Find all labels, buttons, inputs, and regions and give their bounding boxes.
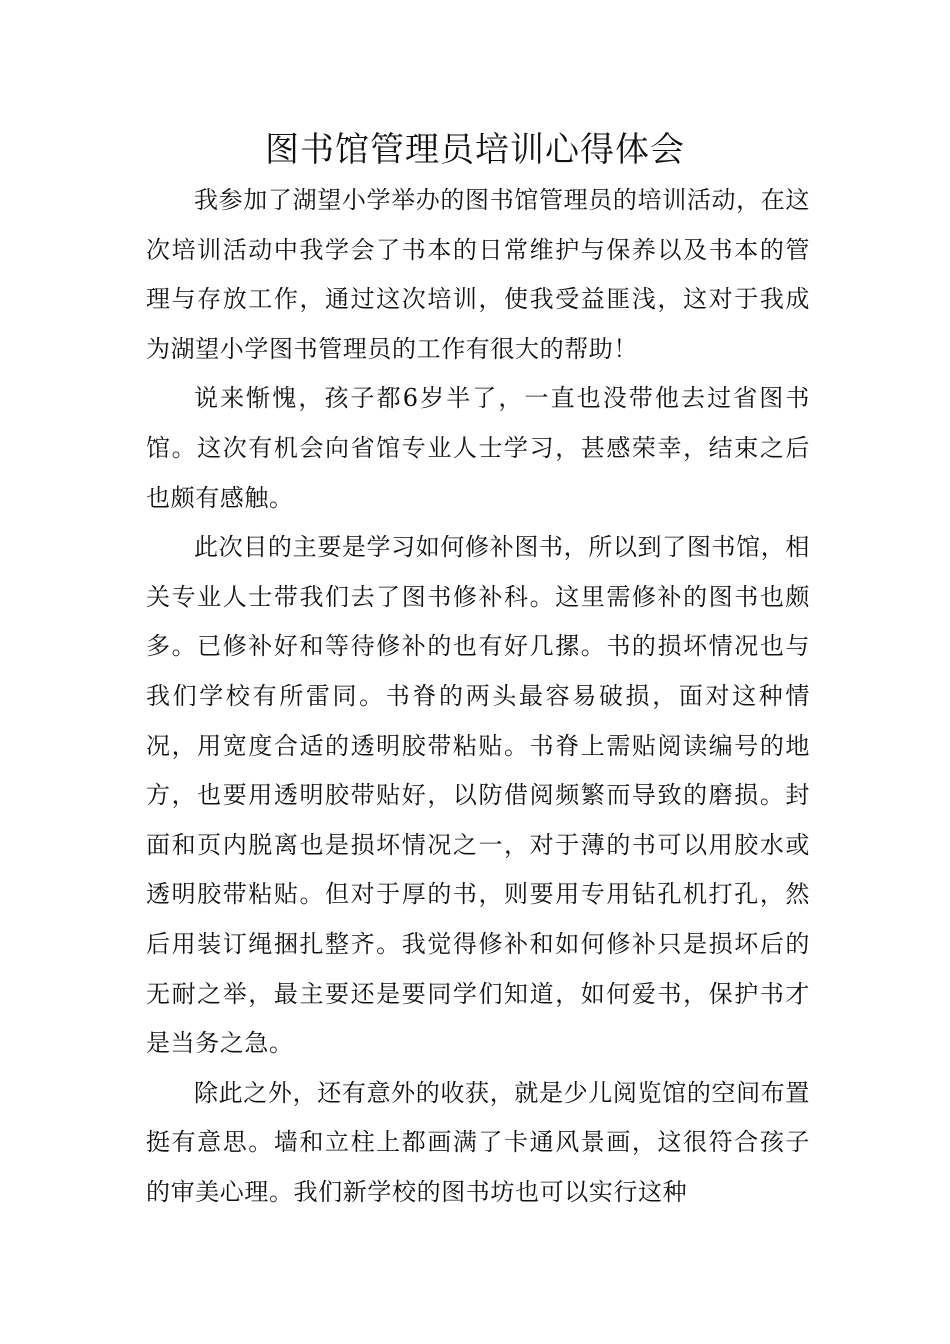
paragraph-1: 我参加了湖望小学举办的图书馆管理员的培训活动，在这次培训活动中我学会了书本的日常维护与保养以及书本的管理与存放工作，通过这次培训，使我受益匪浅，这对于我成为湖望小学图书管理员的工作有很大的帮助！ — [146, 186, 810, 363]
document-body — [146, 176, 810, 1217]
paragraph-3: 此次目的主要是学习如何修补图书，所以到了图书馆，相关专业人士带我们去了图书修补科。这里需修补的图书也颇多。已修补好和等待修补的也有好几摞。书的损坏情况也与我们学校有所雷同。书脊的两头最容易破损，面对这种情况，用宽度合适的透明胶带粘贴。书脊上需贴阅读编号的地方，也要用透明胶带贴好，以防借阅频繁而导致的磨损。封面和页内脱离也是损坏情况之一，对于薄的书可以用胶水或透明胶带粘贴。但对于厚的书，则要用专用钻孔机打孔，然后用装订绳捆扎整齐。我觉得修补和如何修补只是损坏后的无耐之举，最主要还是要同学们知道，如何爱书，保护书才是当务之急。 — [146, 533, 810, 1058]
paragraph-2: 说来惭愧，孩子都6岁半了，一直也没带他去过省图书馆。这次有机会向省馆专业人士学习，甚感荣幸，结束之后也颇有感触。 — [146, 384, 810, 512]
document-title: 图书馆管理员培训心得体会 — [265, 130, 685, 170]
paragraph-4: 除此之外，还有意外的收获，就是少儿阅览馆的空间布置挺有意思。墙和立柱上都画满了卡通风景画，这很符合孩子的审美心理。我们新学校的图书坊也可以实行这种 — [146, 1078, 810, 1206]
